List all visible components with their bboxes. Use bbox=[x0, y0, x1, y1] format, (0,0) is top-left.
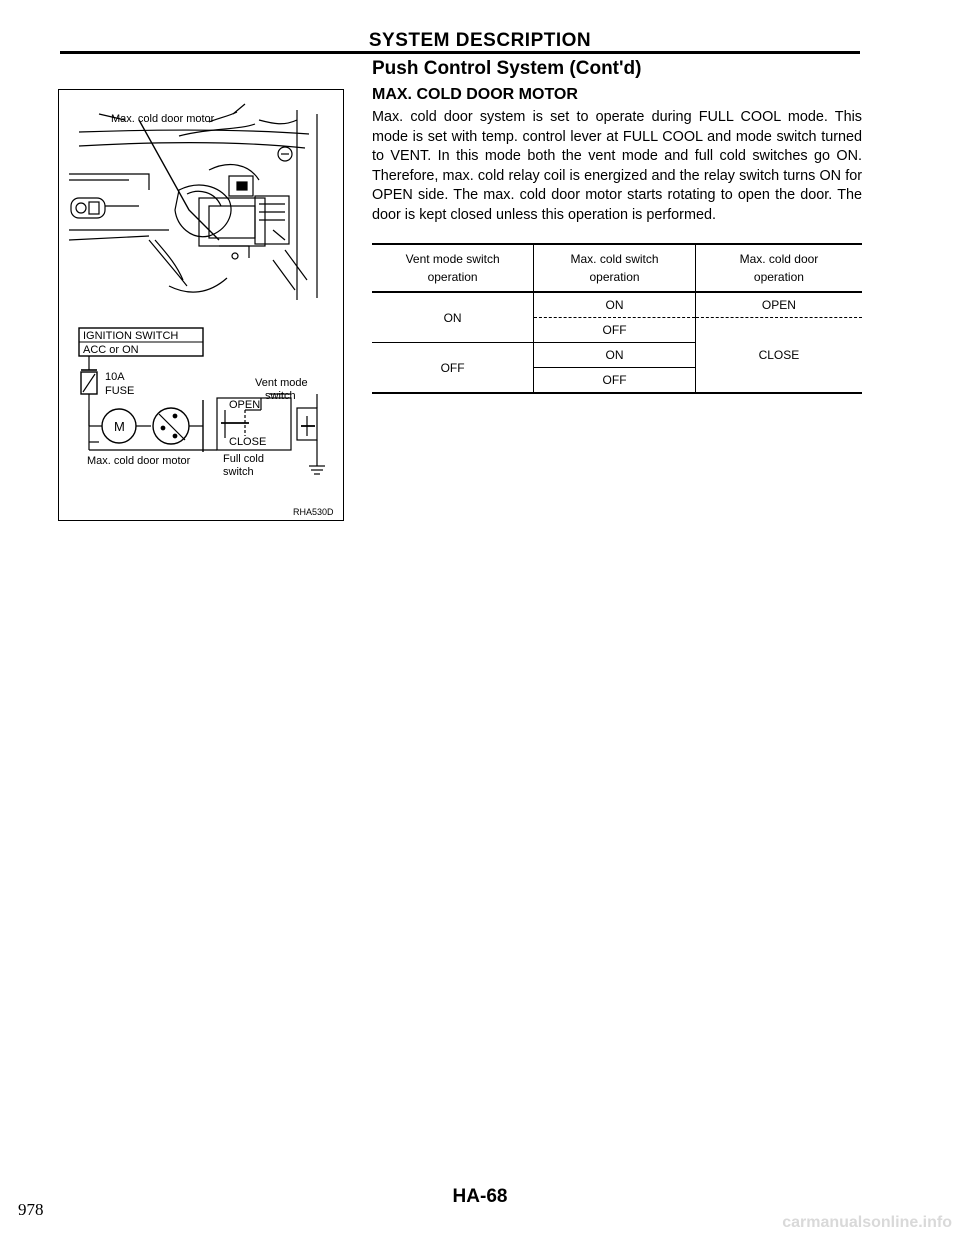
motor-symbol-label: M bbox=[114, 419, 125, 434]
header-max-cold-switch: Max. cold switch operation bbox=[534, 244, 696, 292]
watermark: carmanualsonline.info bbox=[782, 1214, 952, 1231]
close-label: CLOSE bbox=[229, 436, 267, 448]
vent-mode-label-2: switch bbox=[265, 390, 296, 402]
cell-door-open: OPEN bbox=[695, 292, 862, 318]
page-code: HA-68 bbox=[452, 1186, 508, 1207]
header-vent-mode: Vent mode switch operation bbox=[372, 244, 534, 292]
ignition-acc-label: ACC or ON bbox=[83, 344, 139, 356]
wiring-diagram-svg bbox=[59, 90, 345, 522]
description-paragraph: Max. cold door system is set to operate during FULL COOL mode. This mode is set with temp. control lever at FULL COOL and mode switch turned to VENT. In this mode both the vent mode and full cold switches go ON. Therefore, max. cold relay coil is energized and the relay switch turns ON for OPEN side. The max. cold door motor starts rotating to open the door. The door is kept closed unless this operation is performed. bbox=[372, 109, 862, 223]
header-rule bbox=[60, 51, 860, 54]
table-header-row bbox=[372, 244, 862, 292]
figure-ref-code: RHA530D bbox=[293, 507, 334, 517]
page-number: 978 bbox=[18, 1200, 44, 1219]
motor-callout-label: Max. cold door motor bbox=[111, 113, 215, 125]
cell-door-close: CLOSE bbox=[695, 318, 862, 394]
cell-vent-off: OFF bbox=[372, 343, 534, 394]
section-title: Push Control System (Cont'd) bbox=[372, 58, 642, 79]
vent-mode-label: Vent mode bbox=[255, 377, 308, 389]
fuse-amp-label: 10A bbox=[105, 371, 125, 383]
full-cold-label-2: switch bbox=[223, 466, 254, 478]
motor-assembly-illustration bbox=[69, 104, 317, 300]
table-row bbox=[372, 292, 862, 318]
cell-max-cold-4: OFF bbox=[534, 368, 696, 394]
page-header: SYSTEM DESCRIPTION bbox=[368, 30, 592, 51]
cell-max-cold-1: ON bbox=[534, 292, 696, 318]
wiring-figure bbox=[58, 89, 344, 521]
header-max-cold-door: Max. cold door operation bbox=[695, 244, 862, 292]
cell-vent-on: ON bbox=[372, 292, 534, 343]
cell-max-cold-2: OFF bbox=[534, 318, 696, 343]
full-cold-label: Full cold bbox=[223, 453, 264, 465]
motor-label: Max. cold door motor bbox=[87, 455, 191, 467]
fuse-label: FUSE bbox=[105, 385, 135, 397]
cell-max-cold-3: ON bbox=[534, 343, 696, 368]
open-label: OPEN bbox=[229, 399, 261, 411]
operation-table bbox=[372, 243, 862, 394]
ignition-switch-label: IGNITION SWITCH bbox=[83, 330, 179, 342]
subsection-title: MAX. COLD DOOR MOTOR bbox=[372, 86, 578, 103]
